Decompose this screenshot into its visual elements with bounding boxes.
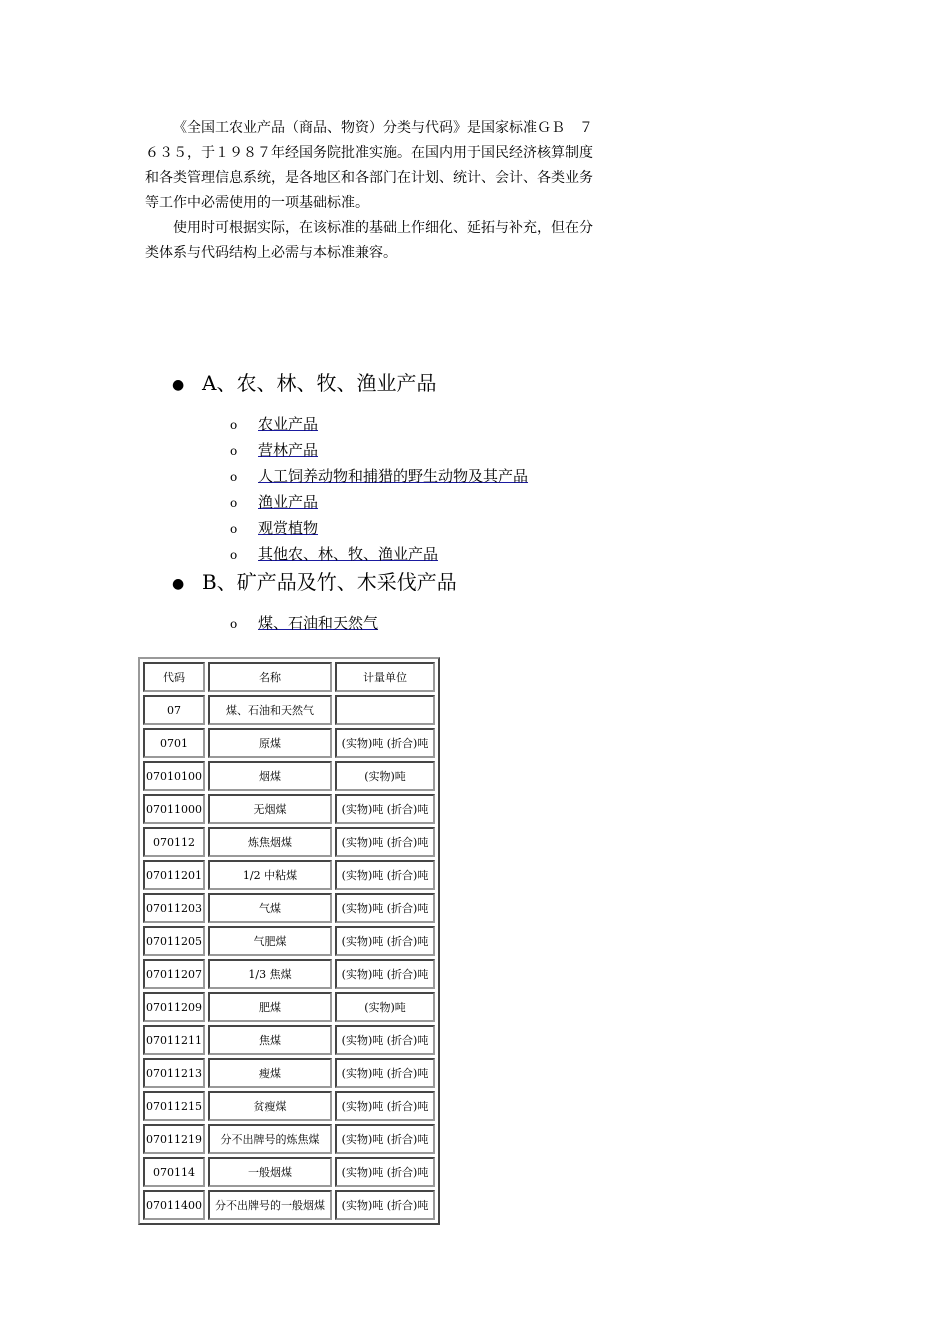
cell-code: 070112 [143, 827, 205, 857]
cell-code: 0701 [143, 728, 205, 758]
table-row [143, 1025, 435, 1055]
link-ornamental-plants[interactable]: 观赏植物 [258, 519, 319, 537]
circle-bullet-icon: o [230, 548, 238, 562]
table-row [143, 1091, 435, 1121]
table-row [143, 926, 435, 956]
list-item [230, 611, 378, 637]
cell-name: 分不出牌号的一般烟煤 [208, 1190, 332, 1220]
circle-bullet-icon: o [230, 418, 238, 432]
section-b-links [230, 611, 378, 637]
cell-unit: (实物)吨 [335, 761, 435, 791]
cell-name: 无烟煤 [208, 794, 332, 824]
link-agricultural-products[interactable]: 农业产品 [258, 415, 319, 433]
cell-name: 原煤 [208, 728, 332, 758]
list-item [230, 542, 528, 568]
table-row [143, 1124, 435, 1154]
cell-unit: (实物)吨 (折合)吨 [335, 794, 435, 824]
cell-unit: (实物)吨 (折合)吨 [335, 728, 435, 758]
cell-unit [335, 695, 435, 725]
list-item [230, 438, 528, 464]
section-b [172, 568, 457, 598]
list-item [230, 490, 528, 516]
cell-name: 气煤 [208, 893, 332, 923]
cell-code: 07011400 [143, 1190, 205, 1220]
table-row [143, 728, 435, 758]
table-row [143, 992, 435, 1022]
header-name: 名称 [208, 662, 332, 692]
cell-code: 07011207 [143, 959, 205, 989]
cell-code: 07011203 [143, 893, 205, 923]
cell-code: 07010100 [143, 761, 205, 791]
cell-name: 1/3 焦煤 [208, 959, 332, 989]
list-item [230, 516, 528, 542]
cell-name: 气肥煤 [208, 926, 332, 956]
cell-unit: (实物)吨 (折合)吨 [335, 827, 435, 857]
table-row [143, 827, 435, 857]
circle-bullet-icon: o [230, 470, 238, 484]
cell-unit: (实物)吨 (折合)吨 [335, 1058, 435, 1088]
cell-name: 烟煤 [208, 761, 332, 791]
cell-code: 07011209 [143, 992, 205, 1022]
link-coal-oil-gas[interactable]: 煤、石油和天然气 [258, 614, 379, 632]
circle-bullet-icon: o [230, 617, 238, 631]
list-item [230, 464, 528, 490]
table-row [143, 1058, 435, 1088]
cell-code: 07 [143, 695, 205, 725]
cell-code: 07011213 [143, 1058, 205, 1088]
code-table [138, 657, 440, 1225]
cell-unit: (实物)吨 (折合)吨 [335, 926, 435, 956]
section-a-links [230, 412, 528, 568]
cell-name: 肥煤 [208, 992, 332, 1022]
cell-code: 07011201 [143, 860, 205, 890]
cell-name: 瘦煤 [208, 1058, 332, 1088]
cell-unit: (实物)吨 (折合)吨 [335, 1157, 435, 1187]
cell-unit: (实物)吨 (折合)吨 [335, 1190, 435, 1220]
circle-bullet-icon: o [230, 496, 238, 510]
cell-unit: (实物)吨 (折合)吨 [335, 1091, 435, 1121]
table-row [143, 959, 435, 989]
table-row [143, 893, 435, 923]
cell-unit: (实物)吨 (折合)吨 [335, 893, 435, 923]
cell-code: 07011215 [143, 1091, 205, 1121]
table-row [143, 761, 435, 791]
link-other-products[interactable]: 其他农、林、牧、渔业产品 [258, 545, 439, 563]
section-a-title: A、农、林、牧、渔业产品 [202, 371, 437, 395]
cell-name: 1/2 中粘煤 [208, 860, 332, 890]
cell-name: 煤、石油和天然气 [208, 695, 332, 725]
table-row [143, 860, 435, 890]
cell-unit: (实物)吨 [335, 992, 435, 1022]
cell-unit: (实物)吨 (折合)吨 [335, 959, 435, 989]
cell-name: 炼焦烟煤 [208, 827, 332, 857]
table-row [143, 794, 435, 824]
link-fishery-products[interactable]: 渔业产品 [258, 493, 319, 511]
bullet-icon: ● [172, 575, 185, 592]
cell-name: 分不出牌号的炼焦煤 [208, 1124, 332, 1154]
bullet-icon: ● [172, 376, 185, 393]
intro-paragraph-2: 使用时可根据实际，在该标准的基础上作细化、延拓与补充，但在分类体系与代码结构上必需与本标准兼容。 [145, 220, 593, 261]
intro-paragraph-1: 《全国工农业产品（商品、物资）分类与代码》是国家标准ＧＢ ７６３５，于１９８７年经国务院批准实施。在国内用于国民经济核算制度和各类管理信息系统，是各地区和各部门在计划、统计、会计、各类业务等工作中必需使用的一项基础标准。 [145, 120, 593, 211]
table-row [143, 1157, 435, 1187]
cell-code: 07011205 [143, 926, 205, 956]
cell-code: 07011211 [143, 1025, 205, 1055]
cell-unit: (实物)吨 (折合)吨 [335, 1025, 435, 1055]
table-header-row [143, 662, 435, 692]
cell-code: 07011219 [143, 1124, 205, 1154]
cell-name: 贫瘦煤 [208, 1091, 332, 1121]
link-forestry-products[interactable]: 营林产品 [258, 441, 319, 459]
section-a [172, 369, 436, 399]
cell-code: 07011000 [143, 794, 205, 824]
intro-text [145, 116, 605, 266]
circle-bullet-icon: o [230, 522, 238, 536]
list-item [230, 412, 528, 438]
table-row [143, 1190, 435, 1220]
header-code: 代码 [143, 662, 205, 692]
link-animal-products[interactable]: 人工饲养动物和捕猎的野生动物及其产品 [258, 467, 529, 485]
cell-unit: (实物)吨 (折合)吨 [335, 860, 435, 890]
table-row [143, 695, 435, 725]
circle-bullet-icon: o [230, 444, 238, 458]
header-unit: 计量单位 [335, 662, 435, 692]
cell-name: 一般烟煤 [208, 1157, 332, 1187]
cell-unit: (实物)吨 (折合)吨 [335, 1124, 435, 1154]
cell-name: 焦煤 [208, 1025, 332, 1055]
section-b-title: B、矿产品及竹、木采伐产品 [202, 570, 457, 594]
cell-code: 070114 [143, 1157, 205, 1187]
